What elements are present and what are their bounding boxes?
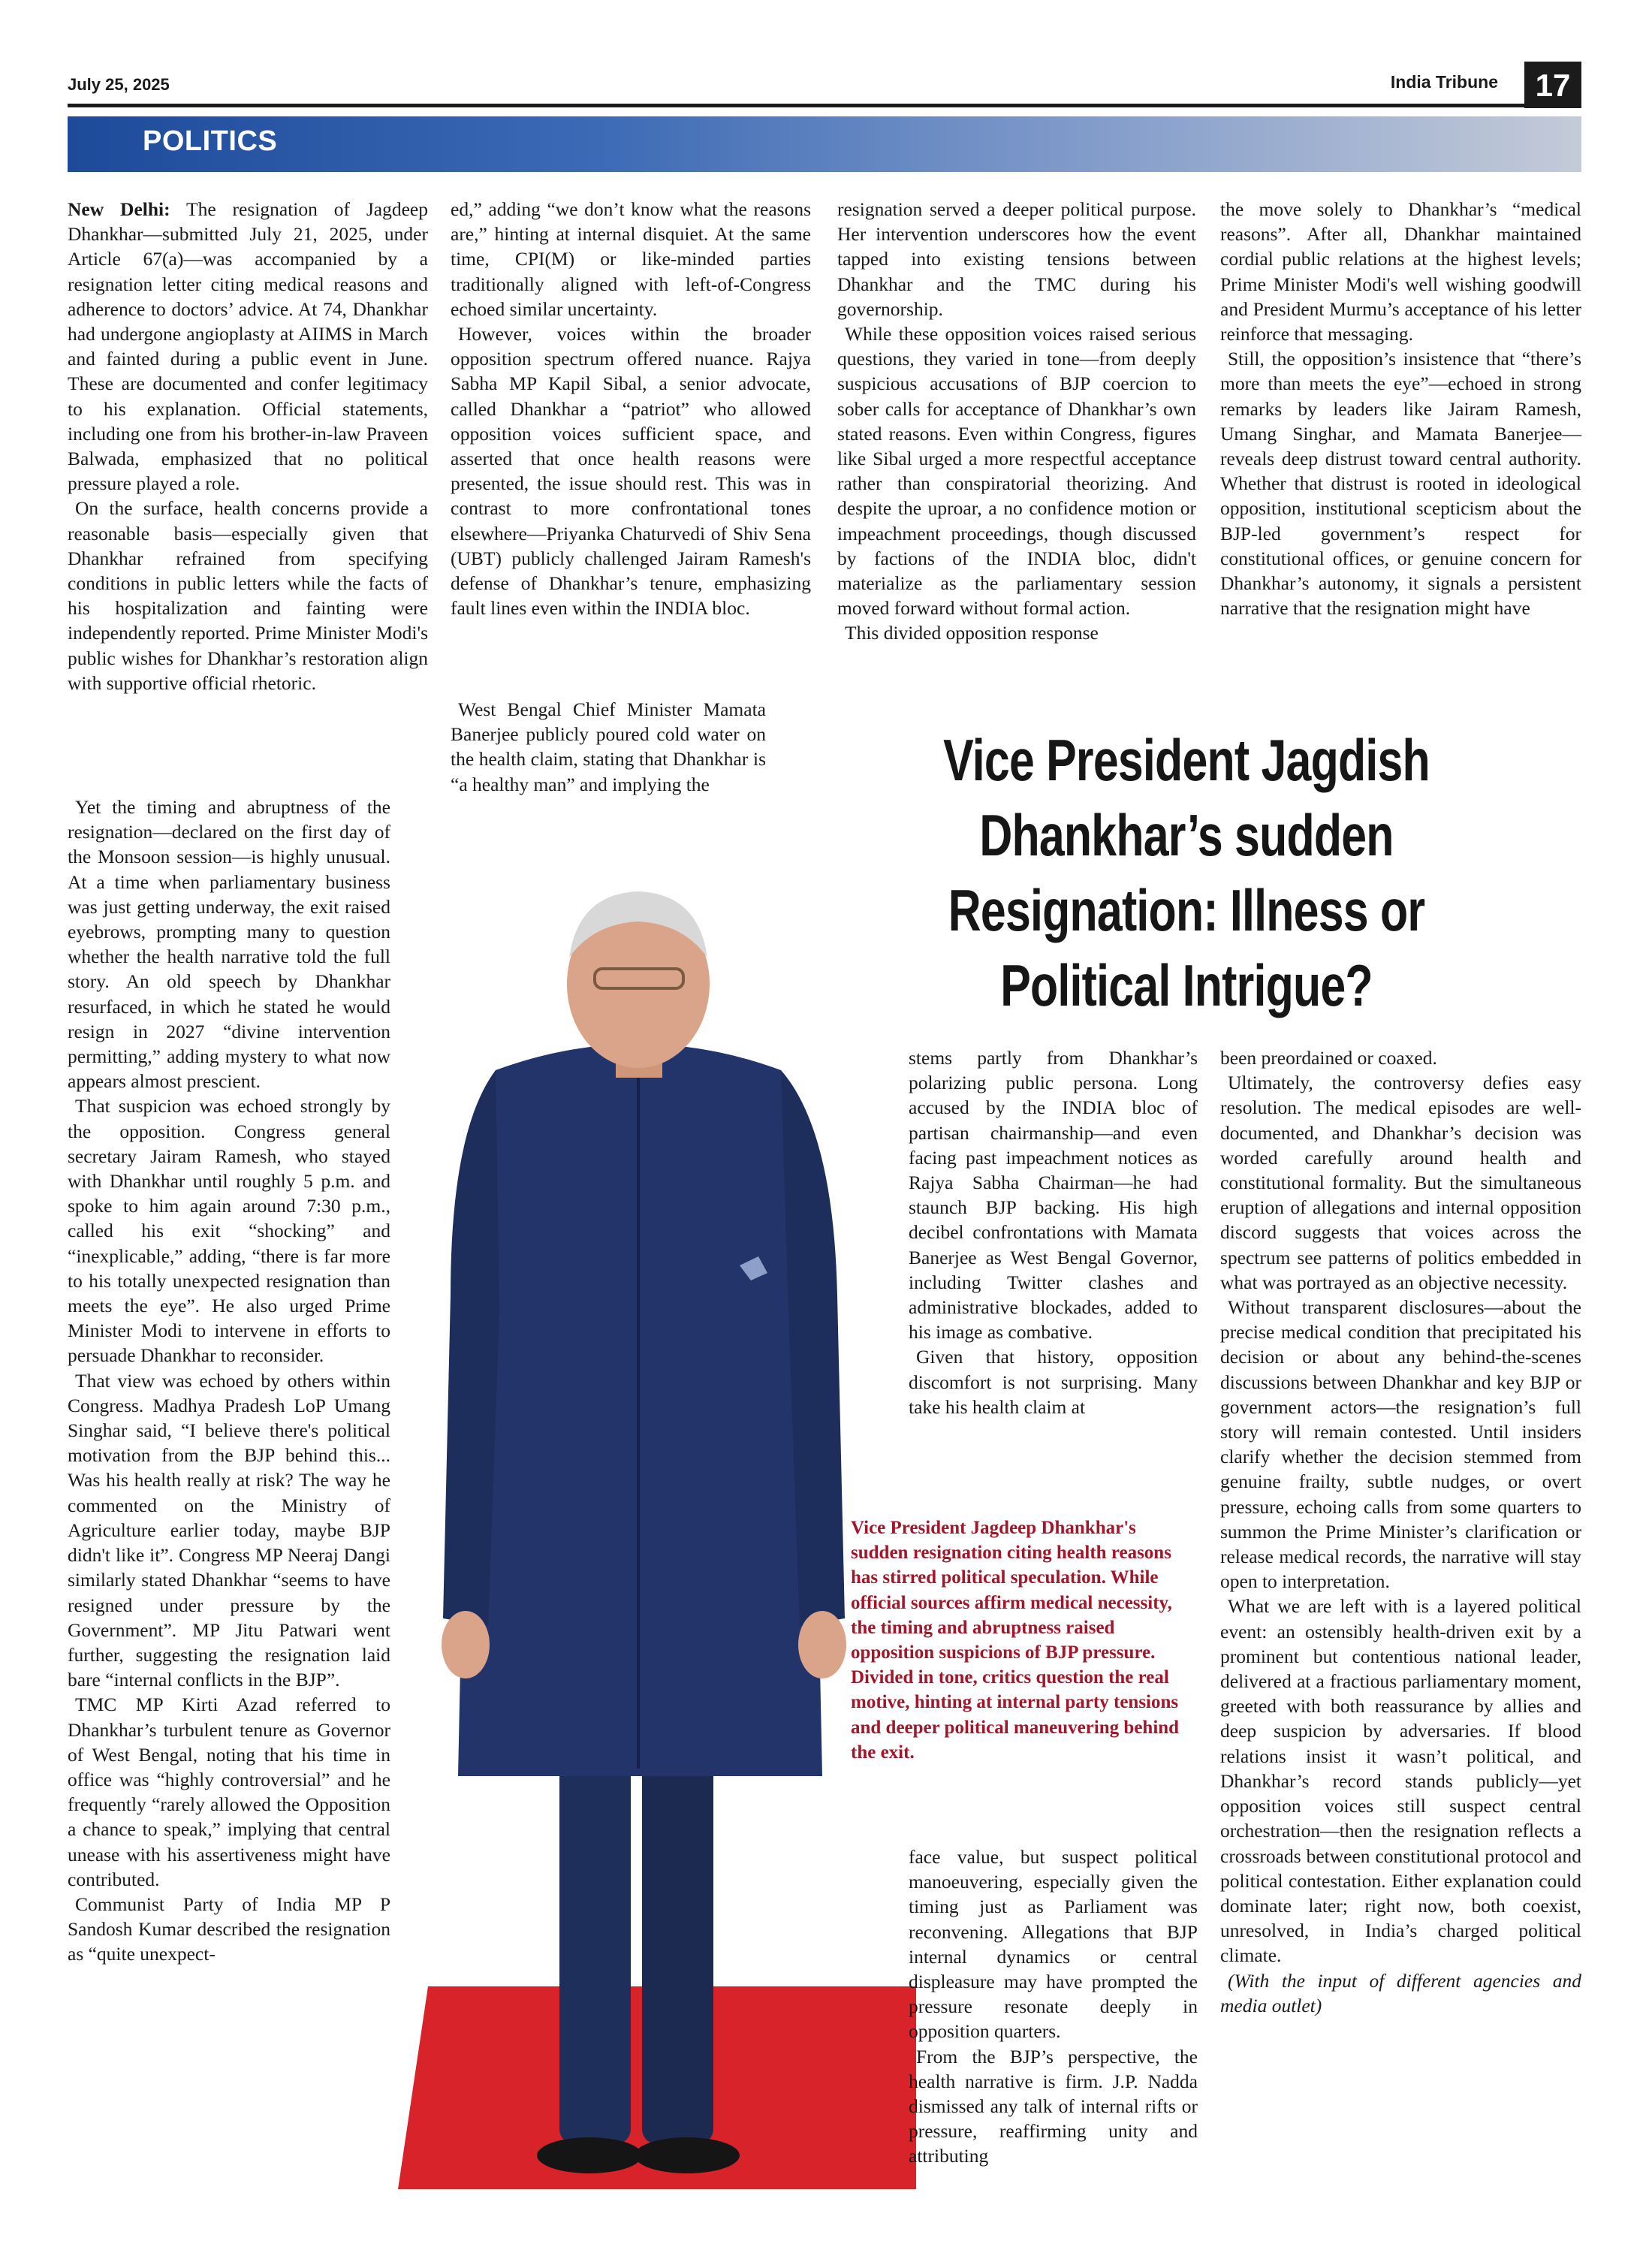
hand-right <box>798 1611 846 1678</box>
article-paragraph: ed,” adding “we don’t know what the reasons are,” hinting at internal disquiet. At the same time, CPI(M) or like-minded parties traditionally aligned with left-of-Congress echoed similar uncertainty. <box>451 198 811 320</box>
page-number: 17 <box>1524 62 1581 108</box>
article-paragraph: This divided opposition response <box>845 622 1099 644</box>
shoe-right <box>635 2137 740 2173</box>
figure <box>442 891 846 2173</box>
section-title: POLITICS <box>143 125 278 157</box>
jacket <box>458 1044 822 1776</box>
source-credit: (With the input of different agencies and media outlet) <box>1220 1969 1581 2016</box>
article-paragraph: What we are left with is a layered political event: an ostensibly health-driven exit by a prominent but contentious national leader, delivered at a fractious parliamentary moment, greeted with both reassurance by allies and deep suspicion by adversaries. If blood relations insist it wasn’t political, and Dhankhar’s record stands publicly—yet opposition voices still suspect central orchestration—then the resignation reflects a crossroads between constitutional protocol and political contestation. Either explanation could dominate later; right now, both coexist, unresolved, in India’s charged political climate. <box>1220 1595 1581 1967</box>
shoe-left <box>537 2137 642 2173</box>
article-column-1-narrow <box>68 795 390 1967</box>
trouser-right <box>642 1754 713 2144</box>
header-rule <box>68 104 1526 107</box>
section-banner <box>68 116 1581 172</box>
article-paragraph: Yet the timing and abruptness of the resignation—declared on the first day of the Monsoon session—is highly unusual. At a time when parliamentary business was just getting underway, the exit raised eyebrows, prompting many to question whether the health narrative told the full story. An old speech by Dhankhar resurfaced, in which he stated he would resign in 2027 “divine intervention permitting,” adding mystery to what now appears almost prescient. <box>68 796 390 1093</box>
hand-left <box>442 1611 490 1678</box>
article-column-2-narrow <box>451 697 766 797</box>
pull-quote: Vice President Jagdeep Dhankhar's sudden resignation citing health reasons has stirred political speculation. While official sources affirm medical necessity, the timing and abruptness raised opposition suspicions of BJP pressure. Divided in tone, critics question the real motive, hinting at internal party tensions and deeper political maneuvering behind the exit. <box>851 1518 1180 1763</box>
article-column-4 <box>1220 197 1581 620</box>
article-paragraph: face value, but suspect political manoeuvering, especially given the timing just as Parliament was reconvening. Allegations that BJP internal dynamics or central displeasure may have prompted the pressure resonate deeply in opposition quarters. <box>909 1846 1198 2043</box>
article-column-7 <box>1220 1045 1581 2018</box>
article-paragraph: Communist Party of India MP P Sandosh Kumar described the resignation as “quite unexpect- <box>68 1893 390 1965</box>
article-paragraph: resignation served a deeper political purpose. Her intervention underscores how the event tapped into existing tensions between Dhankhar and the TMC during his governorship. <box>837 198 1196 320</box>
publication-name: India Tribune <box>1390 72 1498 92</box>
article-column-6 <box>909 1844 1198 2169</box>
dateline: New Delhi: <box>68 198 170 220</box>
arm-left <box>443 1070 499 1626</box>
article-paragraph: Without transparent disclosures—about the precise medical condition that precipitated his decision or about any behind-the-scenes discussions between Dhankhar and key BJP or government actors—the resignation’s full story will remain contested. Until insiders clarify whether the decision stemmed from genuine frailty, subtle nudges, or overt pressure, echoing calls from some quarters to summon the Prime Minister’s clarification or release medical records, the narrative will stay open to interpretation. <box>1220 1296 1581 1593</box>
trouser-left <box>559 1754 631 2144</box>
article-column-2 <box>451 197 811 620</box>
article-column-5 <box>909 1045 1198 1419</box>
article-paragraph: TMC MP Kirti Azad referred to Dhankhar’s turbulent tenure as Governor of West Bengal, noting that his time in office was “highly controversial” and he frequently “rarely allowed the Opposition a chance to speak,” implying that central unease with his assertiveness might have contributed. <box>68 1694 390 1890</box>
article-headline: Vice President Jagdish Dhankhar’s sudden Resignation: Illness or Political Intrigue? <box>943 727 1430 1018</box>
article-paragraph: New Delhi: The resignation of Jagdeep Dhankhar—submitted July 21, 2025, under Article 67(a)—was accompanied by a resignation letter citing medical reasons and adherence to doctors’ advice. At 74, Dhankhar had undergone angioplasty at AIIMS in March and fainted during a public event in June. These are documented and confer legitimacy to his explanation. Official statements, including one from his brother-in-law Praveen Balwada, emphasized that no political pressure played a role. <box>68 198 428 495</box>
article-paragraph: However, voices within the broader opposition spectrum offered nuance. Rajya Sabha MP Kapil Sibal, a senior advocate, called Dhankhar a “patriot” who allowed opposition voices sufficient space, and asserted that once health reasons were presented, the issue should rest. This was in contrast to more confrontational tones elsewhere—Priyanka Chaturvedi of Shiv Sena (UBT) publicly challenged Jairam Ramesh's defense of Dhankhar’s tenure, emphasizing fault lines even within the INDIA bloc. <box>451 323 811 620</box>
article-paragraph: stems partly from Dhankhar’s polarizing public persona. Long accused by the INDIA bloc of partisan chairmanship—and even facing past impeachment notices as Rajya Sabha Chairman—he had staunch BJP backing. His high decibel confrontations with Mamata Banerjee as West Bengal Governor, including Twitter clashes and administrative blockades, added to his image as combative. <box>909 1047 1198 1344</box>
article-paragraph: From the BJP’s perspective, the health narrative is firm. J.P. Nadda dismissed any talk of internal rifts or pressure, reaffirming unity and attributing <box>909 2045 1198 2167</box>
article-paragraph: the move solely to Dhankhar’s “medical reasons”. After all, Dhankhar maintained cordial public relations at the highest levels; Prime Minister Modi's well wishing goodwill and President Murmu’s acceptance of his letter reinforce that messaging. <box>1220 198 1581 345</box>
article-column-3 <box>837 197 1196 646</box>
article-column-1 <box>68 197 428 695</box>
article-paragraph: While these opposition voices raised serious questions, they varied in tone—from deeply suspicious accusations of BJP coercion to sober calls for acceptance of Dhankhar’s own stated reasons. Even within Congress, figures like Sibal urged a more respectful acceptance rather than conspiratorial theorizing. And despite the uproar, a no confidence motion or impeachment proceedings, though discussed by factions of the INDIA bloc, didn't materialize as the parliamentary session moved forward without formal action. <box>837 323 1196 620</box>
article-paragraph: That suspicion was echoed strongly by the opposition. Congress general secretary Jairam Ramesh, who stayed with Dhankhar until roughly 5 p.m. and spoke to him again around 7:30 p.m., called his exit “shocking” and “inexplicable,” adding, “there is far more to his totally unexpected resignation than meets the eye”. He also urged Prime Minister Modi to intervene in efforts to persuade Dhankhar to reconsider. <box>68 1095 390 1367</box>
issue-date: July 25, 2025 <box>68 75 170 94</box>
article-paragraph: Still, the opposition’s insistence that “there’s more than meets the eye”—echoed in strong remarks by leaders like Jairam Ramesh, Umang Singhar, and Mamata Banerjee—reveals deep distrust toward central authority. Whether that distrust is rooted in ideological opposition, institutional scepticism about the BJP-led government’s respect for constitutional offices, or genuine concern for Dhankhar’s autonomy, it signals a persistent narrative that the resignation might have <box>1220 348 1581 620</box>
article-paragraph: been preordained or coaxed. <box>1220 1047 1437 1069</box>
article-paragraph: West Bengal Chief Minister Mamata Banerjee publicly poured cold water on the health claim, stating that Dhankhar is “a healthy man” and implying the <box>451 698 766 795</box>
person-photo <box>398 845 916 2189</box>
article-paragraph: Given that history, opposition discomfort is not surprising. Many take his health claim at <box>909 1346 1198 1418</box>
article-paragraph: That view was echoed by others within Congress. Madhya Pradesh LoP Umang Singhar said, “I believe there's political motivation from the BJP behind this... Was his health really at risk? The way he commented on the Ministry of Agriculture earlier today, maybe BJP didn't like it”. Congress MP Neeraj Dangi similarly stated Dhankhar “seems to have resigned under pressure by the Government”. MP Jitu Patwari went further, suggesting the resignation laid bare “internal conflicts in the BJP”. <box>68 1369 390 1691</box>
article-paragraph: On the surface, health concerns provide a reasonable basis—especially given that Dhankhar refrained from specifying conditions in public letters while the facts of his hospitalization and fainting were independently reported. Prime Minister Modi's public wishes for Dhankhar’s restoration align with supportive official rhetoric. <box>68 497 428 694</box>
article-paragraph: Ultimately, the controversy defies easy resolution. The medical episodes are well-documented, and Dhankhar’s decision was worded carefully around health and constitutional formality. But the simultaneous eruption of allegations and internal opposition discord suggests that voices across the spectrum see patterns of politics embedded in what was portrayed as an objective necessity. <box>1220 1072 1581 1293</box>
